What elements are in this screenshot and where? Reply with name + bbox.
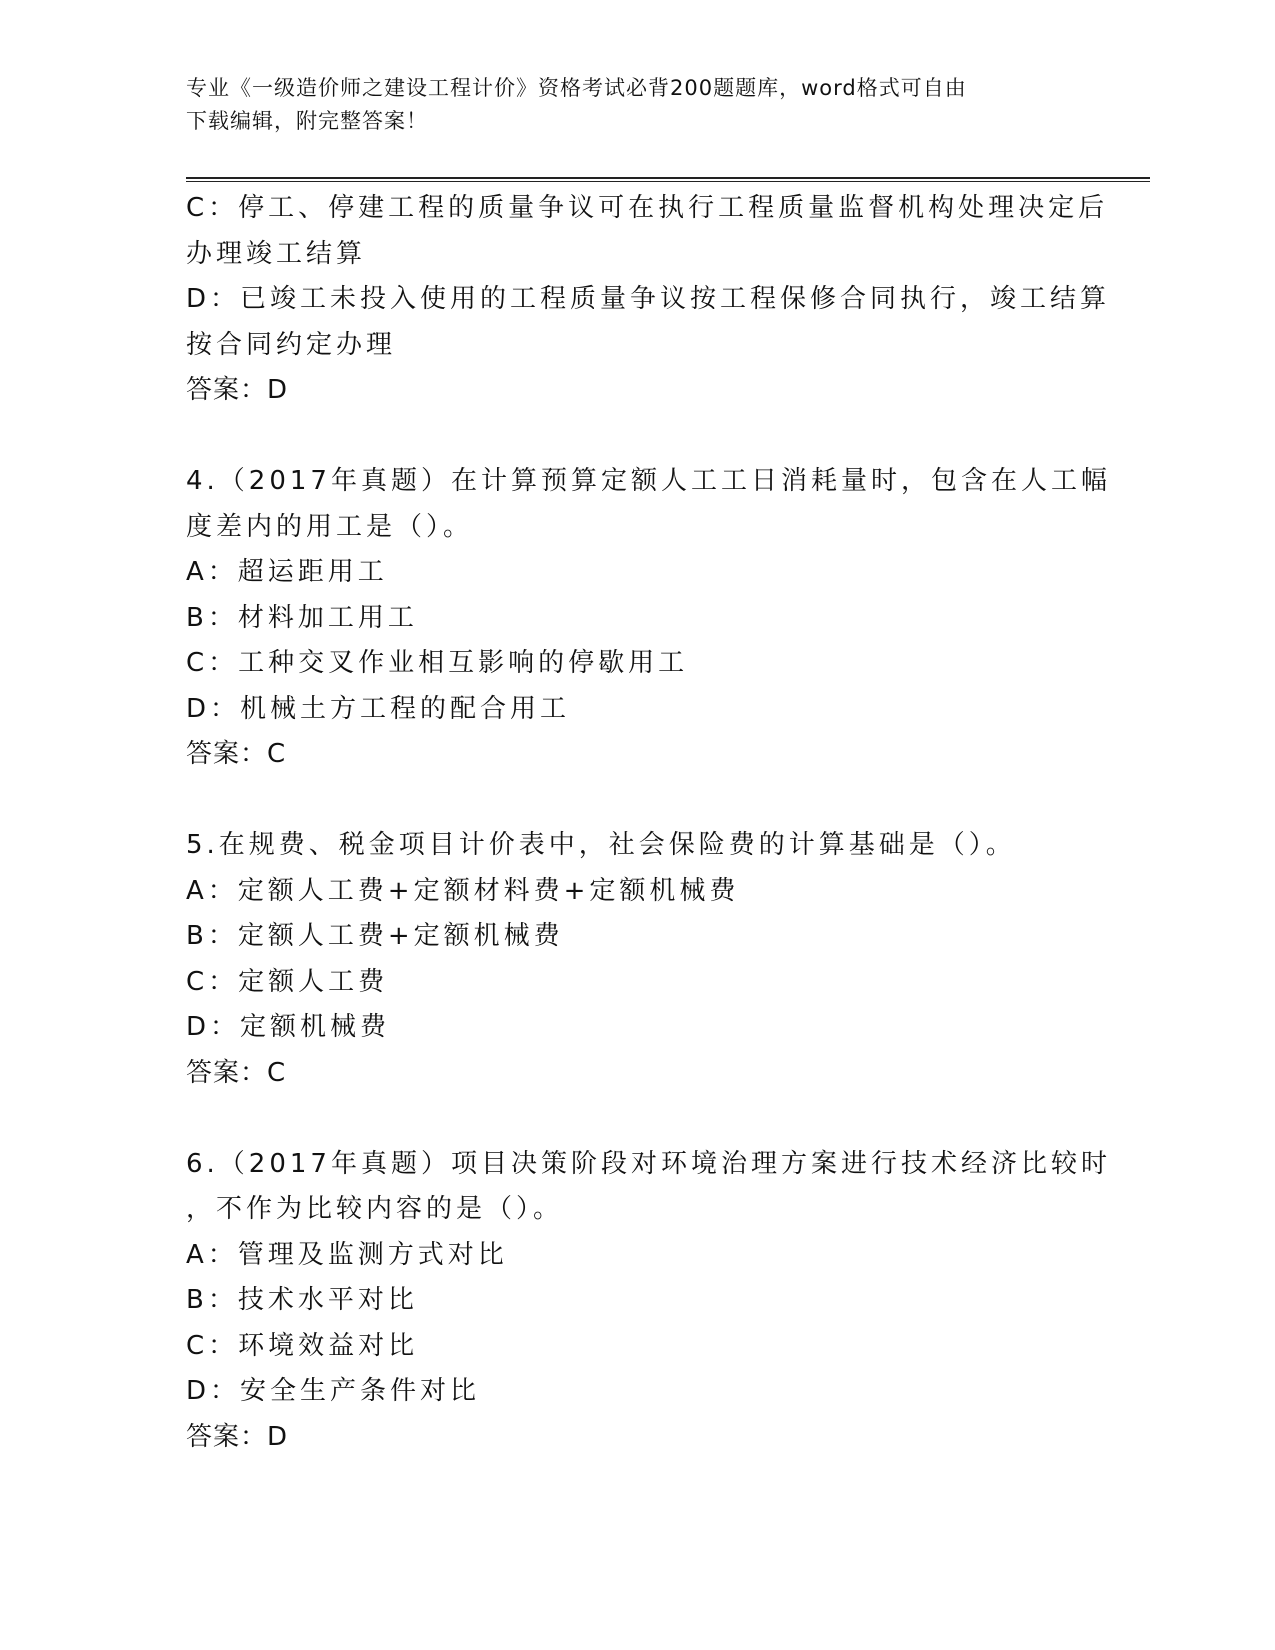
option-b: B：定额人工费+定额机械费: [186, 921, 564, 951]
option-d: D：机械土方工程的配合用工: [186, 693, 571, 724]
answer-line: 答案：D: [186, 1421, 289, 1452]
option-d: D：已竣工未投入使用的工程质量争议按工程保修合同执行，竣工结算: [186, 284, 1111, 314]
option-b: B：材料加工用工: [186, 602, 418, 633]
header-title-line-1: 专业《一级造价师之建设工程计价》资格考试必背200题题库，word格式可自由: [186, 76, 967, 100]
answer-line: 答案：D: [186, 375, 289, 405]
answer-line: 答案：C: [186, 739, 287, 769]
spacer: [186, 414, 1086, 460]
option-a: A：定额人工费+定额材料费+定额机械费: [186, 875, 740, 906]
option-c: C：停工、停建工程的质量争议可在执行工程质量监督机构处理决定后: [186, 193, 1109, 223]
question-stem: 4.（2017年真题）在计算预算定额人工工日消耗量时，包含在人工幅: [186, 466, 1111, 496]
question-stem-continued: ，不作为比较内容的是（）。: [186, 1194, 564, 1224]
option-b: B：技术水平对比: [186, 1285, 418, 1315]
question-4: [186, 459, 1111, 778]
question-fragment: [186, 186, 1111, 414]
header-title-line-2: 下载编辑，附完整答案！: [186, 109, 428, 133]
question-stem-continued: 度差内的用工是（）。: [186, 511, 474, 542]
question-6: [186, 1142, 1111, 1461]
option-d: D：定额机械费: [186, 1012, 391, 1042]
option-a: A：超运距用工: [186, 557, 388, 587]
header-divider: [186, 177, 1150, 182]
option-c: C：工种交叉作业相互影响的停歇用工: [186, 648, 689, 678]
option-d-continued: 按合同约定办理: [186, 329, 397, 360]
question-list: [186, 186, 1111, 1460]
option-c: C：环境效益对比: [186, 1330, 419, 1361]
spacer: [186, 1096, 1086, 1142]
option-c: C：定额人工费: [186, 966, 389, 997]
question-5: [186, 823, 1086, 1096]
option-d: D：安全生产条件对比: [186, 1376, 481, 1406]
question-stem: 5.在规费、税金项目计价表中，社会保险费的计算基础是（）。: [186, 830, 1016, 860]
option-a: A：管理及监测方式对比: [186, 1239, 508, 1270]
answer-line: 答案：C: [186, 1057, 287, 1088]
page-header: [186, 72, 1086, 138]
question-stem: 6.（2017年真题）项目决策阶段对环境治理方案进行技术经济比较时: [186, 1148, 1111, 1179]
spacer: [186, 778, 1086, 824]
option-c-continued: 办理竣工结算: [186, 238, 367, 269]
